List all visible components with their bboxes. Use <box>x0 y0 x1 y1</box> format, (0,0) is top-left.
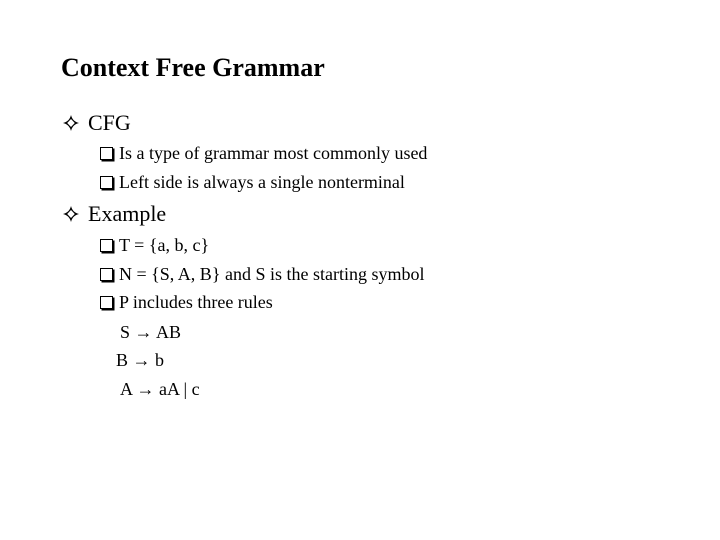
section-heading: CFG <box>88 110 131 135</box>
diamond-bullet-icon <box>62 114 80 132</box>
grammar-rule: A → aA | c <box>120 379 200 399</box>
sub-bullet-text: T = {a, b, c} <box>119 235 210 255</box>
slide-title: Context Free Grammar <box>61 53 325 82</box>
sub-bullet-text: Is a type of grammar most commonly used <box>119 143 428 163</box>
bullet-example <box>62 200 166 228</box>
sub-bullet <box>100 233 209 257</box>
sub-bullet <box>100 170 405 194</box>
checkbox-bullet-icon <box>100 147 113 160</box>
checkbox-bullet-icon <box>100 176 113 189</box>
sub-bullet-text: Left side is always a single nonterminal <box>119 172 405 192</box>
grammar-rule: S → AB <box>120 322 182 342</box>
sub-bullet-text: N = {S, A, B} and S is the starting symbol <box>119 264 425 284</box>
diamond-bullet-icon <box>62 205 80 223</box>
checkbox-bullet-icon <box>100 268 113 281</box>
sub-bullet <box>100 290 273 314</box>
sub-bullet <box>100 141 427 165</box>
bullet-cfg <box>62 109 131 137</box>
grammar-rule: B → b <box>116 350 165 370</box>
section-heading: Example <box>88 201 167 226</box>
sub-bullet-text: P includes three rules <box>119 292 273 312</box>
checkbox-bullet-icon <box>100 239 113 252</box>
sub-bullet <box>100 262 424 286</box>
checkbox-bullet-icon <box>100 296 113 309</box>
